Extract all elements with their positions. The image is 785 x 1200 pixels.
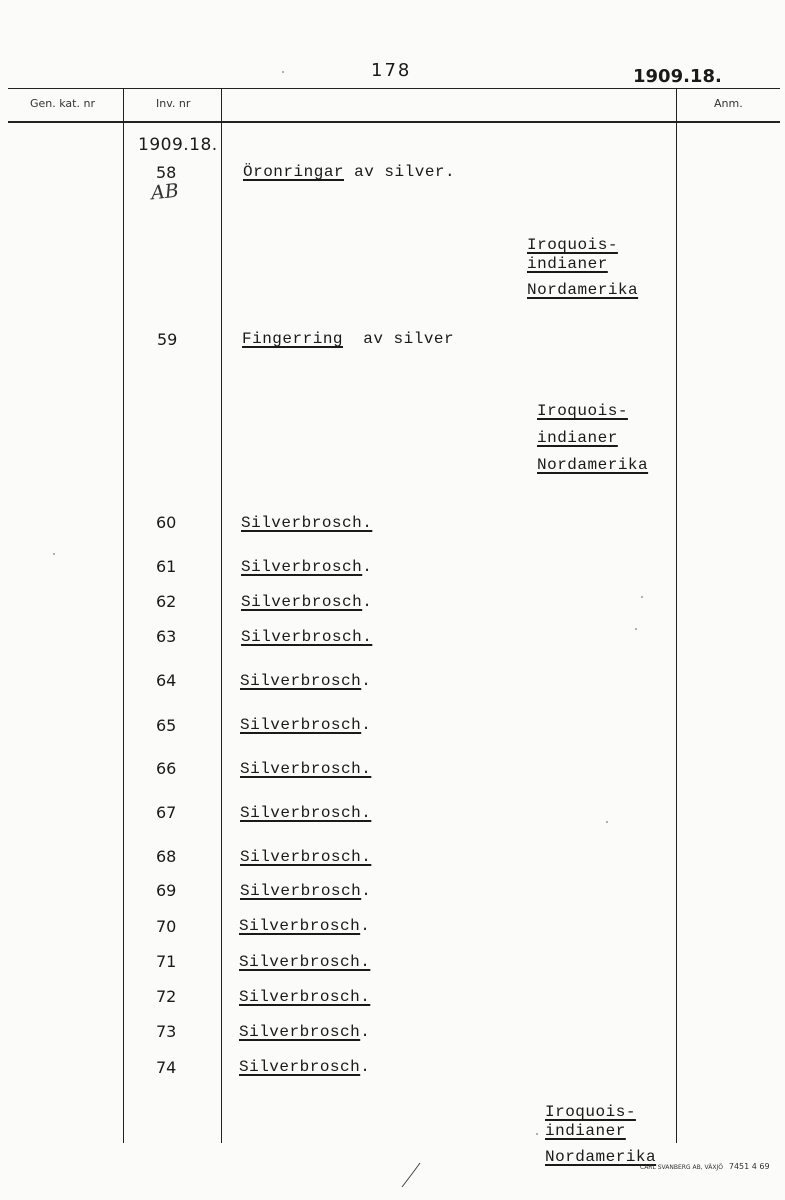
item-name: Silverbrosch. [241,628,373,646]
provenance-line: Iroquois- [537,402,628,420]
inv-number: 58 [156,163,177,182]
item-name: Silverbrosch [241,593,363,611]
item-name: Silverbrosch. [240,760,372,778]
item-name: Öronringar [243,163,345,181]
inv-number: 59 [157,330,178,349]
page-number: 178 [371,60,412,81]
column-header-gen-kat: Gen. kat. nr [30,97,95,110]
scan-speck [635,628,637,630]
item-detail: av silver. [344,163,456,181]
provenance-line: indianer [545,1122,626,1140]
header-accession: 1909.18. [633,66,722,87]
item-detail: . [361,672,372,690]
scan-speck [282,71,284,73]
provenance-line: Iroquois- [545,1103,636,1121]
inv-number: 66 [156,759,177,778]
entry-description [241,558,372,576]
inv-number: 63 [156,627,177,646]
column-header-anm: Anm. [714,97,743,110]
item-name: Silverbrosch [239,1058,361,1076]
provenance-line: Nordamerika [545,1148,657,1166]
column-divider-2 [221,88,222,1143]
column-divider-3 [676,88,677,1143]
column-header-inv: Inv. nr [156,97,191,110]
item-detail: . [362,558,373,576]
entry-description [241,593,372,611]
inv-number: 62 [156,592,177,611]
entry-description [240,672,371,690]
inv-number: 67 [156,803,177,822]
provenance-line: indianer [537,429,618,447]
provenance-line: Nordamerika [527,281,639,299]
item-detail: . [362,593,373,611]
item-name: Silverbrosch. [240,848,372,866]
item-name: Silverbrosch [240,882,362,900]
inv-number: 69 [156,881,177,900]
entry-description [240,760,371,778]
provenance-line: Nordamerika [537,456,649,474]
scan-speck [641,596,643,598]
item-name: Silverbrosch. [240,804,372,822]
item-name: Silverbrosch [240,716,362,734]
entry-description [241,514,372,532]
entry-description [240,882,371,900]
printer-imprint [640,1162,770,1171]
entry-description [239,1023,370,1041]
entry-description [239,917,370,935]
item-name: Silverbrosch [241,558,363,576]
pen-stroke [398,1160,424,1190]
entry-description [242,330,454,348]
inv-number: 64 [156,671,177,690]
inv-number: 72 [156,987,177,1006]
entry-description [240,848,371,866]
item-detail: . [360,917,371,935]
inv-number: 61 [156,557,177,576]
provenance-line: indianer [527,255,608,273]
item-detail: . [361,716,372,734]
provenance-block [527,236,638,300]
entry-description [240,804,371,822]
item-detail: . [360,1058,371,1076]
item-name: Silverbrosch [240,672,362,690]
item-name: Silverbrosch [239,1023,361,1041]
inv-number: 68 [156,847,177,866]
form-code: 7451 4 69 [728,1162,770,1171]
inv-number: 74 [156,1058,177,1077]
entry-description [240,716,371,734]
item-name: Fingerring [242,330,344,348]
column-divider-1 [123,88,124,1143]
handwritten-initials: AB [149,179,180,205]
item-name: Silverbrosch [239,917,361,935]
item-detail: . [361,882,372,900]
item-name: Silverbrosch. [239,988,371,1006]
provenance-block [545,1103,656,1167]
entry-description [239,988,370,1006]
entry-description [241,628,372,646]
entry-description [239,1058,370,1076]
inv-number: 70 [156,917,177,936]
item-name: Silverbrosch. [241,514,373,532]
entry-description [239,953,370,971]
provenance-line: Iroquois- [527,236,618,254]
accession-number: 1909.18. [138,135,218,155]
scan-speck [536,1133,538,1135]
provenance-block [537,398,648,479]
inv-number: 65 [156,716,177,735]
inv-number: 71 [156,952,177,971]
inv-number: 60 [156,513,177,532]
scan-speck [53,553,55,555]
printer-name: CARL SVANBERG AB, VÄXJÖ [640,1164,723,1171]
item-detail: . [360,1023,371,1041]
inv-number: 73 [156,1022,177,1041]
item-detail: av silver [343,330,455,348]
entry-description [243,163,455,181]
item-name: Silverbrosch. [239,953,371,971]
scan-speck [606,821,608,823]
